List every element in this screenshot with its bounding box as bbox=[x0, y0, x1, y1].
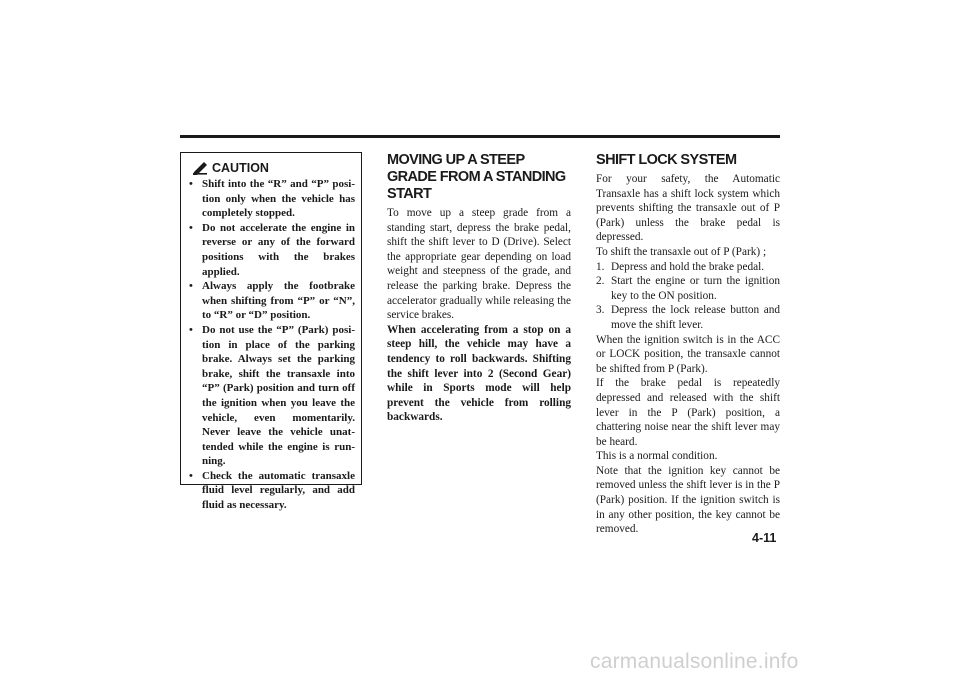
caution-item: • Shift into the “R” and “P” posi-tion only when the vehicle has completely stopped. bbox=[187, 177, 355, 221]
caution-list bbox=[187, 177, 355, 513]
steep-grade-warning: When accelerating from a stop on a steep hill, the vehicle may have a tendency to roll backwards. Shifting the shift lever into 2 (Second Gear) while in Sports mode will help prevent the vehicle from rolling backwards. bbox=[387, 323, 571, 424]
shift-lock-intro: For your safety, the Automatic Transaxle has a shift lock system which prevents shifting the transaxle out of P (Park) unless the brake pedal is depressed. bbox=[596, 173, 780, 244]
shift-lock-steps bbox=[596, 260, 780, 333]
shift-lock-steps-intro: To shift the transaxle out of P (Park) ; bbox=[596, 245, 767, 258]
caution-item: • Do not accelerate the engine in reverse or any of the forward positions with the brakes applied. bbox=[187, 221, 355, 279]
step-number: 3. bbox=[596, 304, 605, 317]
watermark: carmanualsonline.info bbox=[590, 650, 799, 673]
steep-grade-heading: MOVING UP A STEEP GRADE FROM A STANDING START bbox=[387, 152, 566, 202]
pencil-icon bbox=[191, 161, 209, 175]
top-rule bbox=[180, 135, 780, 138]
caution-item: • Do not use the “P” (Park) posi-tion in place of the parking brake. Always set the parking brake, shift the transaxle into “P” (Park) position and turn off the ignition when you leave the vehicle, even momentarily. Never leave the vehicle unat-tended while the engine is run-ning. bbox=[187, 323, 355, 469]
steep-grade-paragraph: To move up a steep grade from a standing start, depress the brake pedal, shift the shift lever to D (Drive). Select the appropriate gear depending on load weight and steepness of the grade, and release the parking brake. Depress the accelerator gradually while releasing the service brakes. bbox=[387, 207, 571, 322]
step-number: 1. bbox=[596, 260, 605, 273]
shift-lock-section bbox=[596, 152, 780, 537]
shift-lock-heading: SHIFT LOCK SYSTEM bbox=[596, 152, 737, 168]
shift-lock-noise-paragraph: If the brake pedal is repeatedly depressed and released with the shift lever in the P (Park) position, a chattering noise near the shift lever may be heard. bbox=[596, 377, 780, 448]
shift-lock-acc-paragraph: When the ignition switch is in the ACC or LOCK position, the transaxle cannot be shifted from P (Park). bbox=[596, 333, 780, 375]
step-item bbox=[596, 274, 780, 303]
caution-header bbox=[191, 161, 355, 175]
caution-item: • Check the automatic transaxle fluid level regularly, and add fluid as necessary. bbox=[187, 469, 355, 513]
step-text: Depress the lock release button and move the shift lever. bbox=[611, 304, 780, 331]
caution-box bbox=[180, 152, 362, 512]
shift-lock-key-paragraph: Note that the ignition key cannot be removed unless the shift lever is in the P (Park) position. If the ignition switch is in any other position, the key cannot be removed. bbox=[596, 464, 780, 536]
step-text: Start the engine or turn the ignition key to the ON position. bbox=[611, 275, 780, 302]
steep-grade-section bbox=[387, 152, 571, 425]
caution-item: • Always apply the footbrake when shifting from “P” or “N”, to “R” or “D” position. bbox=[187, 279, 355, 323]
step-number: 2. bbox=[596, 275, 605, 288]
page-number: 4-11 bbox=[752, 531, 777, 545]
step-text: Depress and hold the brake pedal. bbox=[611, 260, 765, 273]
step-item bbox=[596, 260, 780, 275]
caution-title: CAUTION bbox=[212, 161, 269, 175]
step-item bbox=[596, 303, 780, 332]
shift-lock-normal-paragraph: This is a normal condition. bbox=[596, 450, 718, 463]
